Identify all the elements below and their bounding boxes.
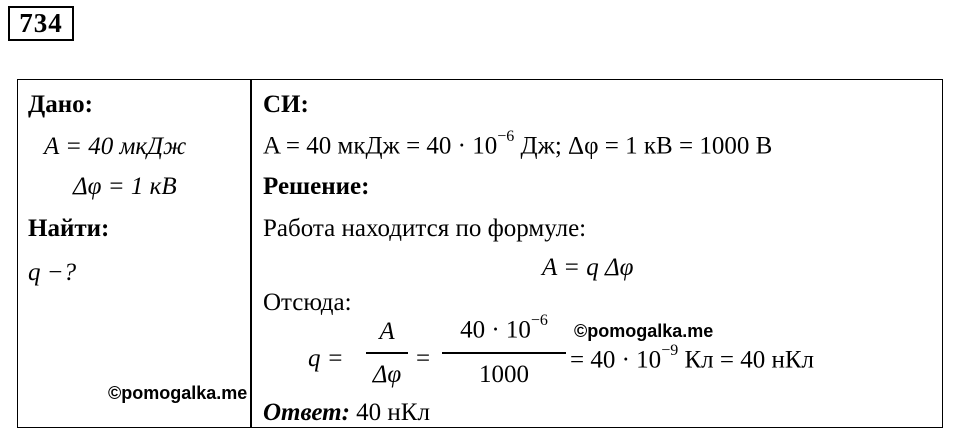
watermark-right: ©pomogalka.me <box>574 321 714 341</box>
fraction2-numerator-exponent: −6 <box>530 312 548 329</box>
work-formula: A = q Δφ <box>542 254 634 281</box>
find-heading: Найти: <box>28 215 110 242</box>
fraction2-bar <box>442 352 566 354</box>
problem-number: 734 <box>8 6 74 41</box>
answer-line <box>263 400 430 425</box>
answer-label: Ответ: <box>263 399 350 426</box>
find-charge: q −? <box>28 259 77 286</box>
q-equals: q = <box>308 345 344 372</box>
solution-heading: Решение: <box>263 173 370 200</box>
result-exponent: −9 <box>661 342 679 359</box>
fraction1-bar <box>366 352 408 354</box>
fraction2-denominator: 1000 <box>479 361 529 388</box>
equals-sign: = <box>416 345 431 372</box>
solution-table <box>17 79 943 428</box>
si-line-part-a: A = 40 мкДж = 40 · 10 <box>263 132 498 160</box>
solution-intro: Работа находится по формуле: <box>263 215 587 242</box>
si-line <box>263 128 773 160</box>
result-part-a: = 40 · 10 <box>570 346 662 374</box>
watermark-left: ©pomogalka.me <box>108 383 248 403</box>
si-line-part-b: Дж; Δφ = 1 кВ = 1000 В <box>514 132 773 160</box>
fraction1-numerator: A <box>379 318 395 345</box>
given-potential-difference: Δφ = 1 кВ <box>73 173 177 200</box>
si-exponent: −6 <box>497 128 515 145</box>
column-divider <box>250 80 252 427</box>
fraction2-numerator-base: 40 · 10 <box>460 316 531 344</box>
fraction2-numerator <box>442 312 566 344</box>
result <box>570 342 814 374</box>
fraction1-denominator: Δφ <box>372 361 402 388</box>
si-heading: СИ: <box>263 91 309 118</box>
answer-value: 40 нКл <box>356 399 430 426</box>
hence-label: Отсюда: <box>263 289 352 316</box>
result-part-b: Кл = 40 нКл <box>678 346 814 374</box>
given-work: A = 40 мкДж <box>44 133 187 160</box>
given-heading: Дано: <box>28 91 93 118</box>
